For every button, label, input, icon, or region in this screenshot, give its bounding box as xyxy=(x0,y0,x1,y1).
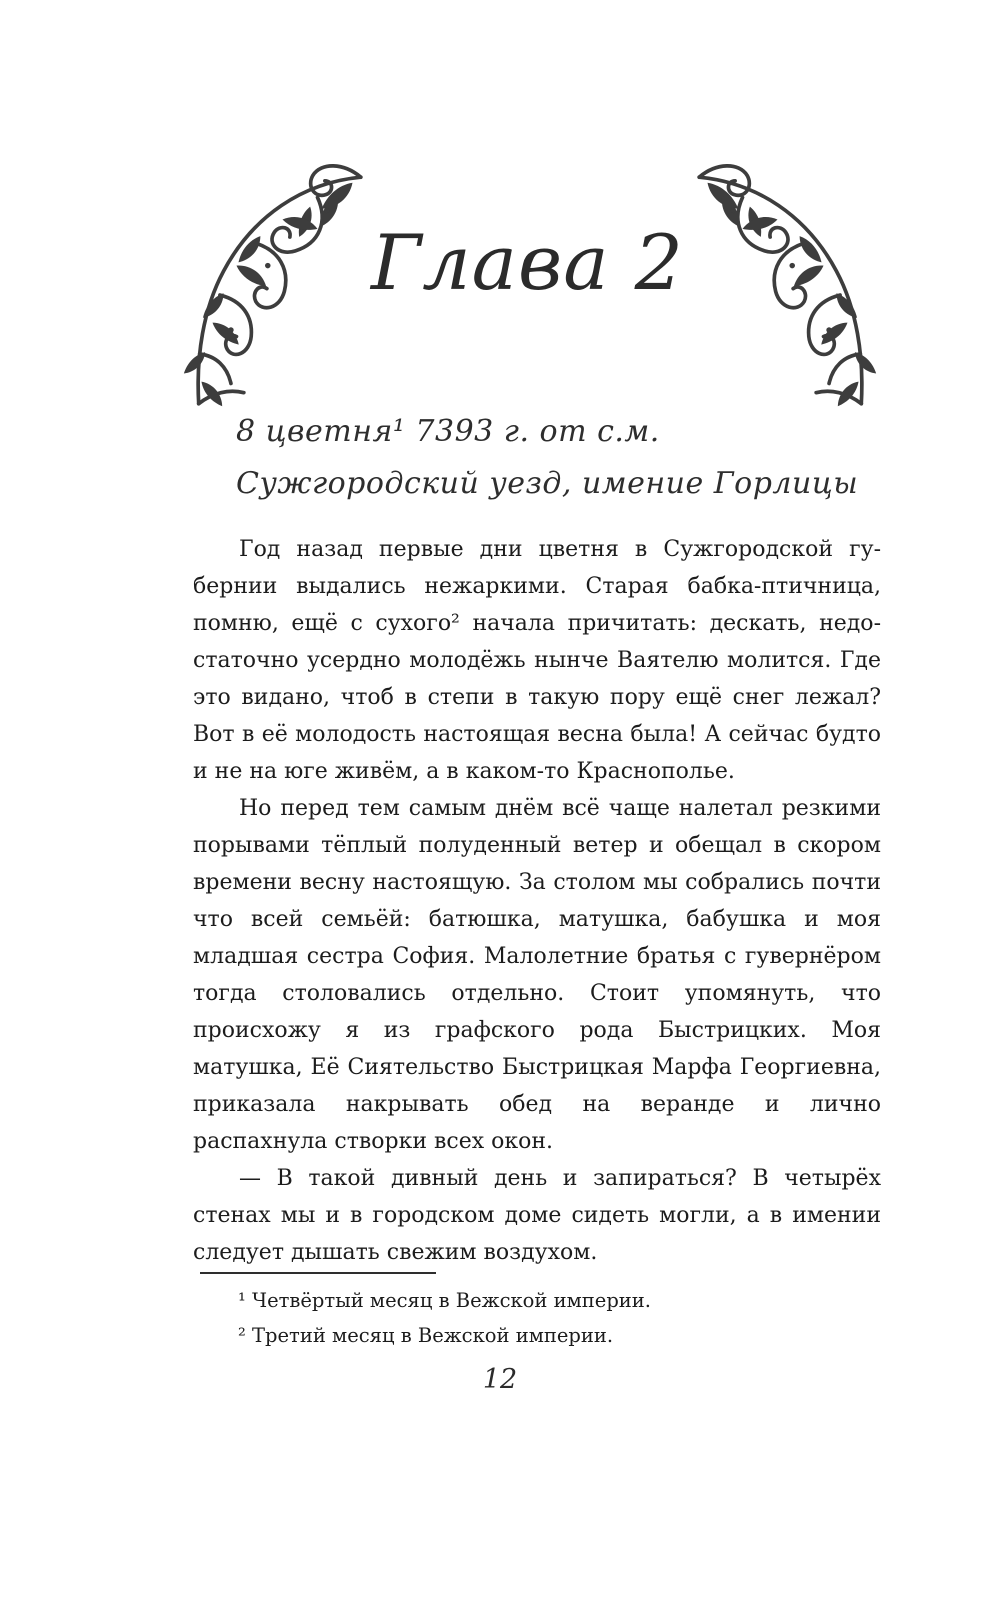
chapter-title: Глава 2 xyxy=(370,218,685,307)
page-number: 12 xyxy=(482,1364,518,1395)
footnotes xyxy=(193,1272,881,1353)
footnote: ² Третий месяц в Вежской империи. xyxy=(238,1324,614,1347)
epigraph-date-line: 8 цветня¹ 7393 г. от с.м. xyxy=(236,414,660,449)
footnote: ¹ Четвёртый месяц в Вежской империи. xyxy=(238,1289,651,1312)
footnote-divider xyxy=(200,1272,436,1274)
body-paragraph: — В такой дивный день и запираться? В четырёх стенах мы и в городском доме сидеть могли, а в имении следует дышать свежим воздухом. xyxy=(193,1166,881,1265)
body-paragraph: Но перед тем самым днём всё чаще налетал резкими порывами тёплый полуденный ветер и обещал в скором времени весну настоящую. За столом мы собрались почти что всей семьёй: батюшка, матушка, бабушка и моя младшая сестра София. Малолетние братья с гувернёром тогда столовались отдельно. Стоит упомянуть, что происхожу я из графского рода Быстрицких. Моя матушка, Её Сиятельство Быстрицкая Марфа Георгиевна, приказала накрывать обед на веранде и лично распахнула створки всех окон. xyxy=(193,796,881,1154)
body-paragraph: Год назад первые дни цветня в Сужгородской губернии выдались нежаркими. Старая бабка-птичница, помню, ещё с сухого² начала причитать: дескать, недостаточно усердно молодёжь нынче Ваятелю молится. Где это видано, чтоб в степи в такую пору ещё снег лежал? Вот в её молодость настоящая весна была! А сейчас будто и не на юге живём, а в каком-то Краснополье. xyxy=(193,537,881,784)
epigraph-location-line: Сужгородский уезд, имение Горлицы xyxy=(236,466,859,501)
epigraph xyxy=(236,406,858,510)
body-text xyxy=(193,531,881,1271)
